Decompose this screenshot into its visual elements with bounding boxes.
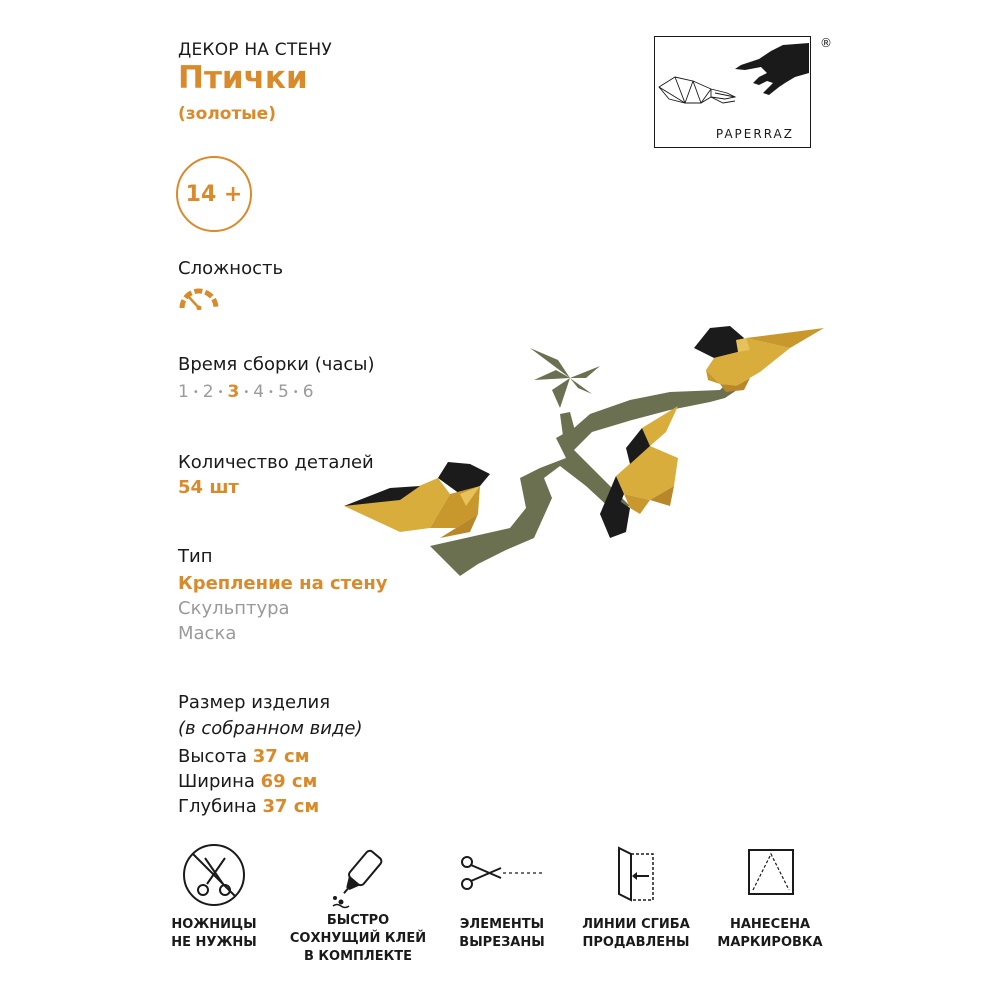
feature-no-scissors [144, 840, 284, 950]
feature-label-line: БЫСТРО [326, 913, 390, 928]
hour-option-selected: 3 [227, 382, 240, 402]
hour-option: 2 [202, 382, 214, 402]
feature-label-line: НЕ НУЖНЫ [171, 935, 257, 950]
fold-lines-icon [601, 840, 671, 910]
speedometer-icon [178, 286, 220, 310]
leaf-shapes [530, 348, 600, 408]
assembly-time-label: Время сборки (часы) [178, 354, 375, 375]
feature-label-line: ЛИНИИ СГИБА [582, 917, 690, 932]
feature-label-line: МАРКИРОВКА [717, 935, 823, 950]
hour-option: 6 [302, 382, 314, 402]
size-width-label: Ширина [178, 771, 255, 792]
feature-label-line: ВЫРЕЗАНЫ [459, 935, 545, 950]
size-width [178, 771, 317, 792]
cut-line-icon [457, 840, 547, 910]
size-depth-value: 37 см [262, 796, 320, 817]
parts-label: Количество деталей [178, 452, 374, 473]
feature-label-line: НАНЕСЕНА [729, 917, 811, 932]
size-height-value: 37 см [252, 746, 310, 767]
type-option: Скульптура [178, 598, 290, 619]
size-height [178, 746, 309, 767]
hour-option: 5 [277, 382, 289, 402]
feature-label-line: В КОМПЛЕКТЕ [304, 949, 412, 964]
brand-logo [654, 36, 811, 148]
age-badge: 14 + [176, 156, 252, 232]
feature-label-line: СОХНУЩИЙ КЛЕЙ [289, 931, 427, 946]
feature-label-line: ПРОДАВЛЕНЫ [582, 935, 690, 950]
size-width-value: 69 см [260, 771, 318, 792]
feature-marking [700, 840, 840, 950]
registered-mark: ® [820, 36, 832, 50]
feature-label-line: НОЖНИЦЫ [171, 917, 257, 932]
product-subtitle: (золотые) [178, 104, 276, 124]
type-label: Тип [178, 546, 213, 567]
brand-name: PAPERRAZ [715, 127, 794, 141]
birds-on-branch-illustration [330, 318, 830, 578]
no-scissors-icon [179, 840, 249, 910]
complexity-label: Сложность [178, 258, 284, 279]
parts-value: 54 шт [178, 477, 239, 498]
type-option: Маска [178, 623, 237, 644]
feature-label-line: ЭЛЕМЕНТЫ [459, 917, 545, 932]
marking-icon [735, 840, 805, 910]
size-height-label: Высота [178, 746, 247, 767]
hour-option: 1 [178, 382, 189, 402]
glue-bottle-icon [323, 840, 393, 910]
category-label: ДЕКОР НА СТЕНУ [178, 40, 332, 60]
assembly-time-scale: 1 • 2 • 3 • 4 • 5 • 6 [178, 382, 314, 402]
size-note: (в собранном виде) [178, 718, 363, 739]
hour-option: 4 [253, 382, 265, 402]
feature-fold [566, 840, 706, 950]
feature-glue [288, 840, 428, 964]
product-title: Птички [178, 60, 308, 96]
bird-right [694, 326, 824, 392]
type-option-selected: Крепление на стену [178, 573, 388, 594]
feature-cut [432, 840, 572, 950]
bird-left [344, 462, 490, 538]
size-depth [178, 796, 319, 817]
size-label: Размер изделия [178, 692, 331, 713]
size-depth-label: Глубина [178, 796, 257, 817]
creation-hands-icon [655, 37, 809, 117]
